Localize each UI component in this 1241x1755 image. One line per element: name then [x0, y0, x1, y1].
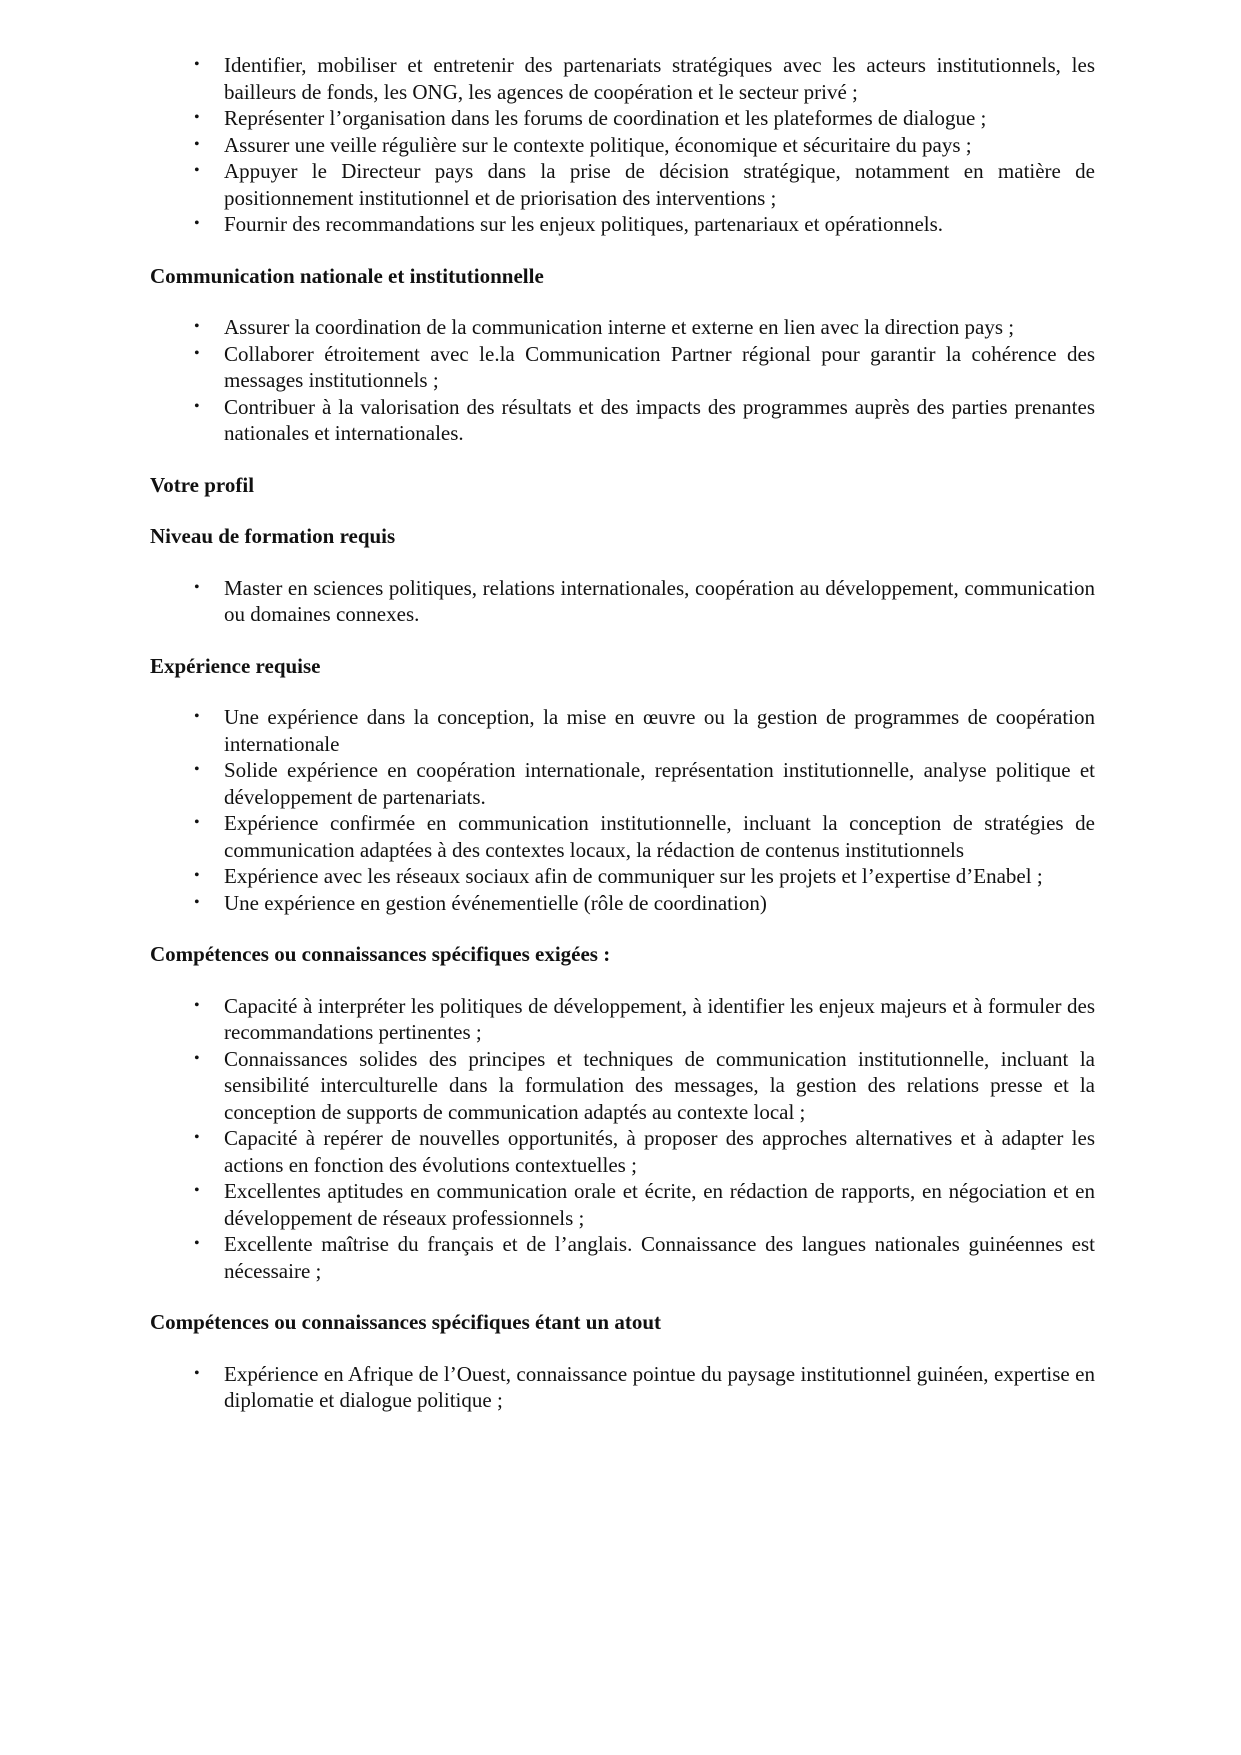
experience-list: [150, 704, 1095, 916]
list-item: • Capacité à repérer de nouvelles opportunités, à proposer des approches alternatives et à adapter les actions en fonction des évolutions contextuelles ;: [194, 1126, 1095, 1177]
section-heading-education: Niveau de formation requis: [150, 524, 396, 548]
list-item: • Une expérience en gestion événementielle (rôle de coordination): [194, 890, 767, 915]
list-item: • Expérience en Afrique de l’Ouest, connaissance pointue du paysage institutionnel guinéen, expertise en diplomatie et dialogue politique ;: [194, 1361, 1095, 1412]
list-item: • Représenter l’organisation dans les forums de coordination et les plateformes de dialogue ;: [194, 106, 987, 130]
bullet-icon: •: [194, 1182, 200, 1199]
list-item: • Collaborer étroitement avec le.la Communication Partner régional pour garantir la cohérence des messages institutionnels ;: [194, 341, 1095, 392]
bullet-icon: •: [194, 344, 200, 362]
list-item: • Solide expérience en coopération internationale, représentation institutionnelle, analyse politique et développement de partenariats.: [194, 758, 1095, 809]
bullet-icon: •: [194, 318, 200, 335]
section-heading-experience: Expérience requise: [150, 653, 321, 678]
asset-skills-list: [150, 1361, 1095, 1414]
list-item: • Excellentes aptitudes en communication orale et écrite, en rédaction de rapports, en négociation et en développement de réseaux professionnels ;: [194, 1179, 1095, 1230]
bullet-icon: •: [194, 135, 200, 153]
education-list: [150, 575, 1095, 628]
list-item: • Assurer une veille régulière sur le contexte politique, économique et sécuritaire du pays ;: [194, 132, 972, 157]
bullet-icon: •: [194, 397, 200, 415]
list-item: • Fournir des recommandations sur les enjeux politiques, partenariaux et opérationnels.: [194, 212, 944, 236]
bullet-icon: •: [194, 761, 200, 778]
list-item: • Contribuer à la valorisation des résultats et des impacts des programmes auprès des parties prenantes nationales et internationales.: [194, 394, 1095, 445]
bullet-icon: •: [194, 867, 200, 884]
bullet-icon: •: [194, 893, 200, 911]
list-item: • Assurer la coordination de la communication interne et externe en lien avec la direction pays ;: [194, 315, 1015, 339]
bullet-icon: •: [194, 215, 200, 232]
list-item: • Expérience confirmée en communication institutionnelle, incluant la conception de stratégies de communication adaptées à des contextes locaux, la rédaction de contenus institutionnels: [194, 811, 1095, 862]
bullet-icon: •: [194, 708, 200, 725]
communication-list: [150, 314, 1095, 447]
bullet-icon: •: [194, 1364, 200, 1382]
list-item: • Capacité à interpréter les politiques de développement, à identifier les enjeux majeurs et à formuler des recommandations pertinentes ;: [194, 993, 1095, 1044]
section-heading-asset-skills: Compétences ou connaissances spécifiques étant un atout: [150, 1310, 662, 1334]
list-item: • Une expérience dans la conception, la mise en œuvre ou la gestion de programmes de coopération internationale: [194, 705, 1095, 756]
bullet-icon: •: [194, 996, 200, 1014]
bullet-icon: •: [194, 56, 200, 73]
section-heading-required-skills: Compétences ou connaissances spécifiques exigées :: [150, 942, 611, 966]
bullet-icon: •: [194, 814, 200, 831]
bullet-icon: •: [194, 109, 200, 126]
section-heading-communication: Communication nationale et institutionnelle: [150, 263, 544, 288]
bullet-icon: •: [194, 1049, 200, 1067]
list-item: • Master en sciences politiques, relations internationales, coopération au développement, communication ou domaines connexes.: [194, 575, 1095, 626]
bullet-icon: •: [194, 1235, 200, 1252]
document-page: [150, 52, 1095, 1414]
list-item: • Appuyer le Directeur pays dans la prise de décision stratégique, notamment en matière de positionnement institutionnel et de priorisation des interventions ;: [194, 159, 1095, 210]
bullet-icon: •: [194, 162, 200, 179]
list-item: • Expérience avec les réseaux sociaux afin de communiquer sur les projets et l’expertise d’Enabel ;: [194, 864, 1043, 888]
list-item: • Identifier, mobiliser et entretenir des partenariats stratégiques avec les acteurs institutionnels, les bailleurs de fonds, les ONG, les agences de coopération et le secteur privé ;: [194, 53, 1095, 104]
bullet-icon: •: [194, 1129, 200, 1146]
required-skills-list: [150, 993, 1095, 1285]
responsibilities-list: [150, 52, 1095, 238]
bullet-icon: •: [194, 578, 200, 596]
list-item: • Connaissances solides des principes et techniques de communication institutionnelle, incluant la sensibilité interculturelle dans la formulation des messages, la gestion des relations presse et la conception de supports de communication adaptés au contexte local ;: [194, 1046, 1095, 1124]
section-heading-profile: Votre profil: [150, 472, 255, 497]
list-item: • Excellente maîtrise du français et de l’anglais. Connaissance des langues nationales guinéennes est nécessaire ;: [194, 1232, 1095, 1283]
